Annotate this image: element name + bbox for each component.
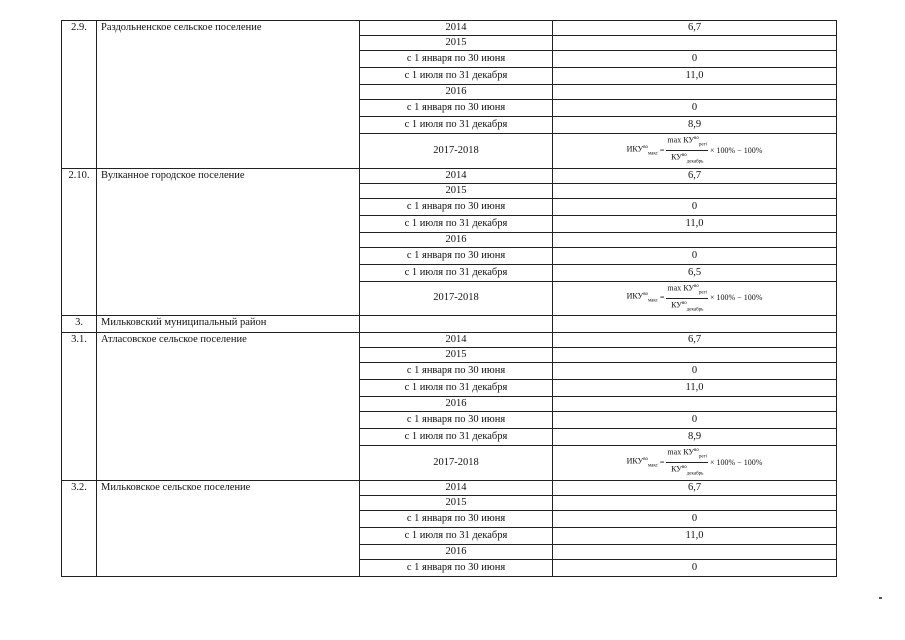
period-cell	[360, 316, 553, 333]
formula-denominator: $КУ^{во}_{декабрь}$	[671, 464, 704, 477]
formula-denominator: $КУ^{во}_{декабрь}$	[671, 300, 704, 312]
period-cell: с 1 июля по 31 декабря	[360, 68, 553, 85]
table-row	[62, 480, 837, 495]
formula-cell	[553, 134, 837, 169]
period-cell: с 1 января по 30 июня	[360, 51, 553, 68]
value-cell: 0	[553, 412, 837, 429]
formula-tail: × 100% − 100%	[710, 293, 763, 303]
period-cell: 2016	[360, 544, 553, 559]
value-cell: 6,7	[553, 480, 837, 495]
value-cell	[553, 232, 837, 247]
settlement-name-cell: Атласовское сельское поселение	[97, 333, 360, 481]
formula-cell	[553, 281, 837, 316]
value-cell: 11,0	[553, 68, 837, 85]
period-cell: с 1 января по 30 июня	[360, 363, 553, 380]
value-cell: 0	[553, 51, 837, 68]
period-cell: с 1 января по 30 июня	[360, 412, 553, 429]
formula-numerator: $\max КУ^{во}_{pегi}$	[666, 282, 708, 299]
formula-cell	[553, 446, 837, 481]
period-cell: с 1 июля по 31 декабря	[360, 527, 553, 544]
value-cell	[553, 495, 837, 510]
period-cell: 2015	[360, 183, 553, 198]
period-cell: с 1 июля по 31 декабря	[360, 264, 553, 281]
value-cell: 6,7	[553, 168, 837, 183]
value-cell: 8,9	[553, 117, 837, 134]
formula-tail: × 100% − 100%	[710, 457, 763, 467]
formula-fraction	[666, 446, 708, 480]
formula-lhs: $ИКУ^{во}_{макс}$	[626, 456, 658, 468]
period-cell: 2016	[360, 85, 553, 100]
period-cell: 2015	[360, 348, 553, 363]
value-cell: 0	[553, 247, 837, 264]
growth-formula: $ИКУ^{во}_{макс}$ = $\frac{\max КУ^{во}_{pегi}}{КУ^{во}_{декабрь}}$ × 100% − 100%	[627, 282, 763, 316]
period-cell: 2017-2018	[360, 134, 553, 169]
growth-formula: $ИКУ^{во}_{макс}$ = $\frac{\max КУ^{во}_{pегi}}{КУ^{во}_{декабрь}}$ × 100% − 100%	[627, 134, 763, 168]
period-cell: 2014	[360, 333, 553, 348]
period-cell: с 1 июля по 31 декабря	[360, 429, 553, 446]
period-cell: 2015	[360, 36, 553, 51]
item-number-cell: 3.	[62, 316, 97, 333]
value-cell: 11,0	[553, 527, 837, 544]
value-cell: 0	[553, 198, 837, 215]
value-cell: 0	[553, 510, 837, 527]
settlement-name-cell: Раздольненское сельское поселение	[97, 21, 360, 169]
value-cell: 0	[553, 559, 837, 576]
period-cell: с 1 января по 30 июня	[360, 247, 553, 264]
value-cell	[553, 36, 837, 51]
table-row	[62, 316, 837, 333]
item-number-cell: 2.10.	[62, 168, 97, 316]
formula-fraction	[666, 282, 708, 316]
formula-lhs: $ИКУ^{во}_{макс}$	[626, 291, 658, 304]
value-cell: 11,0	[553, 215, 837, 232]
period-cell: 2015	[360, 495, 553, 510]
formula-numerator: $\max КУ^{во}_{pегi}$	[666, 446, 708, 463]
growth-formula: $ИКУ^{во}_{макс}$ = $\frac{\max КУ^{во}_{pегi}}{КУ^{во}_{декабрь}}$ × 100% − 100%	[627, 446, 763, 480]
value-cell	[553, 397, 837, 412]
period-cell: с 1 января по 30 июня	[360, 198, 553, 215]
value-cell: 0	[553, 100, 837, 117]
period-cell: с 1 января по 30 июня	[360, 100, 553, 117]
settlement-name-cell: Вулканное городское поселение	[97, 168, 360, 316]
value-cell	[553, 183, 837, 198]
value-cell	[553, 85, 837, 100]
value-cell: 0	[553, 363, 837, 380]
period-cell: с 1 июля по 31 декабря	[360, 117, 553, 134]
value-cell	[553, 544, 837, 559]
period-cell: 2017-2018	[360, 446, 553, 481]
period-cell: с 1 января по 30 июня	[360, 559, 553, 576]
formula-denominator: $КУ^{во}_{декабрь}$	[671, 152, 704, 165]
value-cell: 6,7	[553, 333, 837, 348]
formula-numerator: $\max КУ^{во}_{pегi}$	[666, 134, 708, 151]
period-cell: с 1 января по 30 июня	[360, 510, 553, 527]
period-cell: с 1 июля по 31 декабря	[360, 380, 553, 397]
settlement-name-cell: Мильковское сельское поселение	[97, 480, 360, 576]
settlement-name-cell: Мильковский муниципальный район	[97, 316, 360, 333]
value-cell: 11,0	[553, 380, 837, 397]
period-cell: 2014	[360, 480, 553, 495]
value-cell	[553, 348, 837, 363]
tariff-table-page	[61, 20, 837, 577]
item-number-cell: 3.1.	[62, 333, 97, 481]
scan-speck	[879, 597, 882, 599]
value-cell: 8,9	[553, 429, 837, 446]
table-row	[62, 168, 837, 183]
table-row	[62, 333, 837, 348]
period-cell: 2014	[360, 21, 553, 36]
formula-fraction	[666, 134, 708, 168]
tariff-table	[61, 20, 837, 577]
period-cell: 2016	[360, 397, 553, 412]
period-cell: 2016	[360, 232, 553, 247]
item-number-cell: 3.2.	[62, 480, 97, 576]
value-cell: 6,5	[553, 264, 837, 281]
period-cell: с 1 июля по 31 декабря	[360, 215, 553, 232]
value-cell: 6,7	[553, 21, 837, 36]
item-number-cell: 2.9.	[62, 21, 97, 169]
table-row	[62, 21, 837, 36]
formula-tail: × 100% − 100%	[710, 145, 763, 155]
period-cell: 2014	[360, 168, 553, 183]
value-cell	[553, 316, 837, 333]
period-cell: 2017-2018	[360, 281, 553, 316]
formula-lhs: $ИКУ^{во}_{макс}$	[626, 144, 658, 156]
